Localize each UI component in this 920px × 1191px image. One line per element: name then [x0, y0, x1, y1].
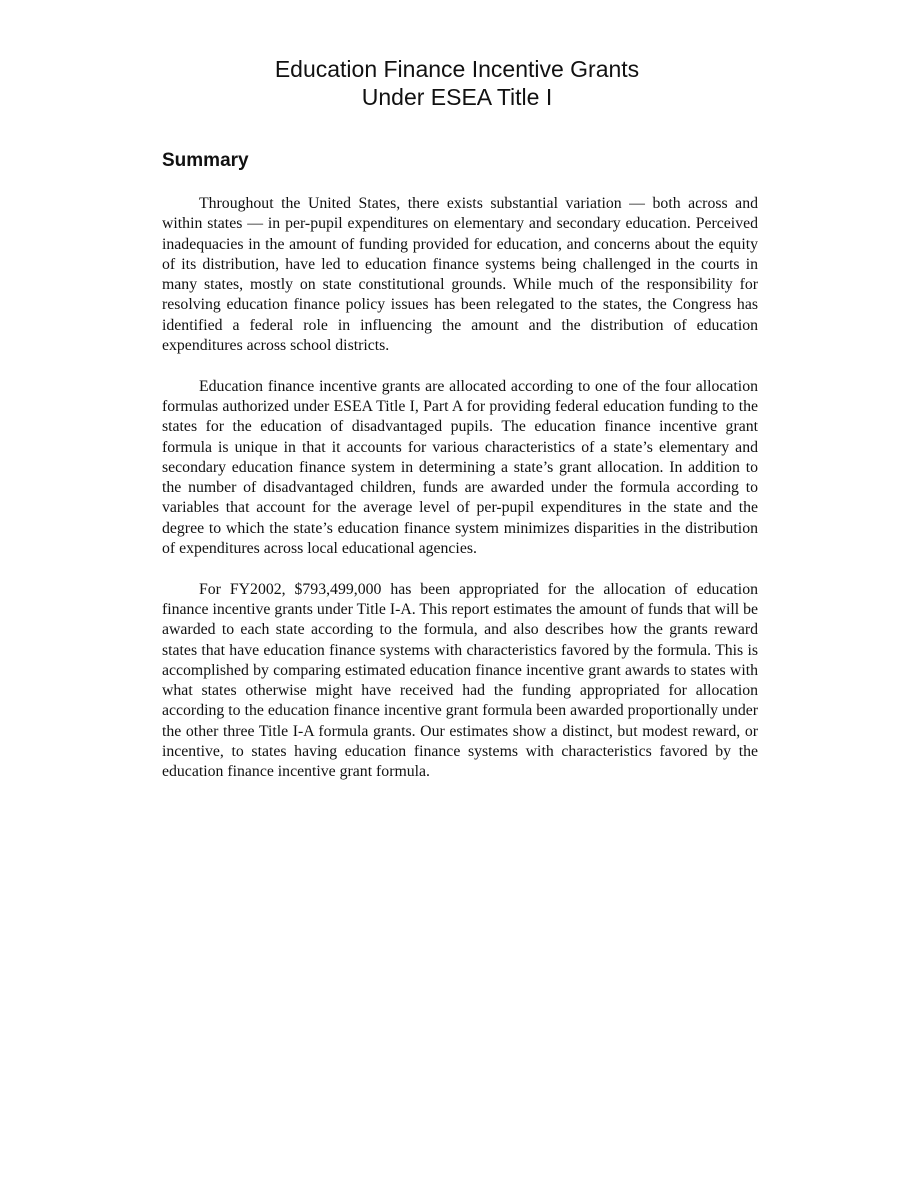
summary-paragraph-1: Throughout the United States, there exists substantial variation — both across and within states — in per-pupil expenditures on elementary and secondary education. Perceived inadequacies in the amount of funding provided for education, and concerns about the equity of its distribution, have led to education finance systems being challenged in the courts in many states, mostly on state constitutional grounds. While much of the responsibility for resolving education finance policy issues has been relegated to the states, the Congress has identified a federal role in influencing the amount and the distribution of education expenditures across school districts.: [162, 195, 758, 355]
summary-paragraph-2: Education finance incentive grants are allocated according to one of the four allocation formulas authorized under ESEA Title I, Part A for providing federal education funding to the states for the education of disadvantaged pupils. The education finance incentive grant formula is unique in that it accounts for various characteristics of a state’s elementary and secondary education finance system in determining a state’s grant allocation. In addition to the number of disadvantaged children, funds are awarded under the formula according to variables that account for the average level of per-pupil expenditures in the state and the degree to which the state’s education finance system minimizes disparities in the distribution of expenditures across local educational agencies.: [162, 377, 758, 558]
summary-paragraph-3: For FY2002, $793,499,000 has been appropriated for the allocation of education finance incentive grants under Title I-A. This report estimates the amount of funds that will be awarded to each state according to the formula, and also describes how the grants reward states that have education finance systems with characteristics favored by the formula. This is accomplished by comparing estimated education finance incentive grant awards to states with what states otherwise might have received had the funding appropriated for allocation according to the education finance incentive grant formula been awarded proportionally under the other three Title I-A formula grants. Our estimates show a distinct, but modest reward, or incentive, to states having education finance systems with characteristics favored by the education finance incentive grant formula.: [162, 580, 758, 781]
section-heading: Summary: [162, 150, 249, 171]
summary-body: [162, 194, 758, 803]
title-line-1: Education Finance Incentive Grants: [274, 56, 640, 82]
document-title: [0, 55, 914, 111]
title-line-2: Under ESEA Title I: [361, 84, 553, 110]
